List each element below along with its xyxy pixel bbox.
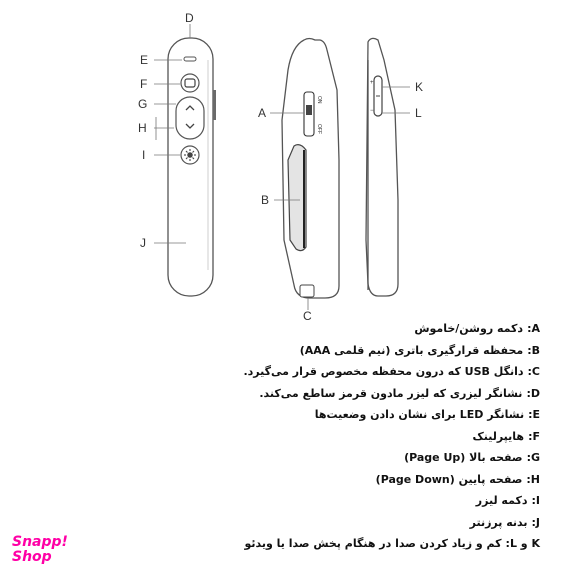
usb-dongle — [300, 285, 314, 297]
legend-item: C:دانگل USB که درون محفظه مخصوص قرار می‌گیرد. — [243, 365, 540, 378]
legend-item: K و L:کم و زیاد کردن صدا در هنگام پخش صدا یا ویدئو — [244, 537, 540, 550]
legend-list — [243, 318, 540, 555]
page-rocker — [176, 97, 204, 139]
callout-b: B — [261, 193, 270, 207]
callout-i: I — [142, 148, 146, 162]
callout-h: H — [138, 121, 147, 135]
callout-j: J — [140, 236, 146, 250]
hyperlink-button — [181, 74, 199, 92]
legend-item: B:محفظه قرارگیری باتری (نیم قلمی AAA) — [299, 343, 540, 357]
svg-text:−: − — [370, 108, 374, 114]
presenter-side-view — [282, 38, 398, 298]
presenter-front-view — [168, 38, 216, 296]
callout-k: K — [415, 80, 424, 94]
legend-item: J:بدنه پرزنتر — [469, 515, 540, 529]
callout-l: L — [415, 106, 422, 120]
legend-item: I:دکمه لیزر — [475, 494, 540, 507]
legend-item: F:هایپرلینک — [472, 429, 540, 443]
legend-item: E:نشانگر LED برای نشان دادن وضعیت‌ها — [314, 408, 540, 421]
switch-on-label: ON — [316, 96, 322, 104]
callout-a: A — [258, 106, 267, 120]
logo-line-1: Snapp! — [12, 534, 68, 550]
logo-line-2: Shop — [12, 549, 52, 565]
switch-off-label: OFF — [316, 124, 322, 134]
callout-g: G — [138, 97, 148, 111]
legend-item: H:صفحه پایین (Page Down) — [375, 472, 540, 486]
legend-item: G:صفحه بالا (Page Up) — [404, 451, 540, 464]
callout-e: E — [140, 53, 149, 67]
callout-c: C — [303, 309, 312, 320]
snappshop-logo — [12, 535, 78, 565]
callout-f: F — [140, 77, 148, 91]
legend-item: D:نشانگر لیزری که لیزر مادون قرمز ساطع می‌کند. — [259, 386, 540, 400]
callout-d: D — [185, 11, 194, 25]
legend-item: A:دکمه روشن/خاموش — [414, 322, 540, 335]
svg-text:+: + — [370, 80, 374, 86]
